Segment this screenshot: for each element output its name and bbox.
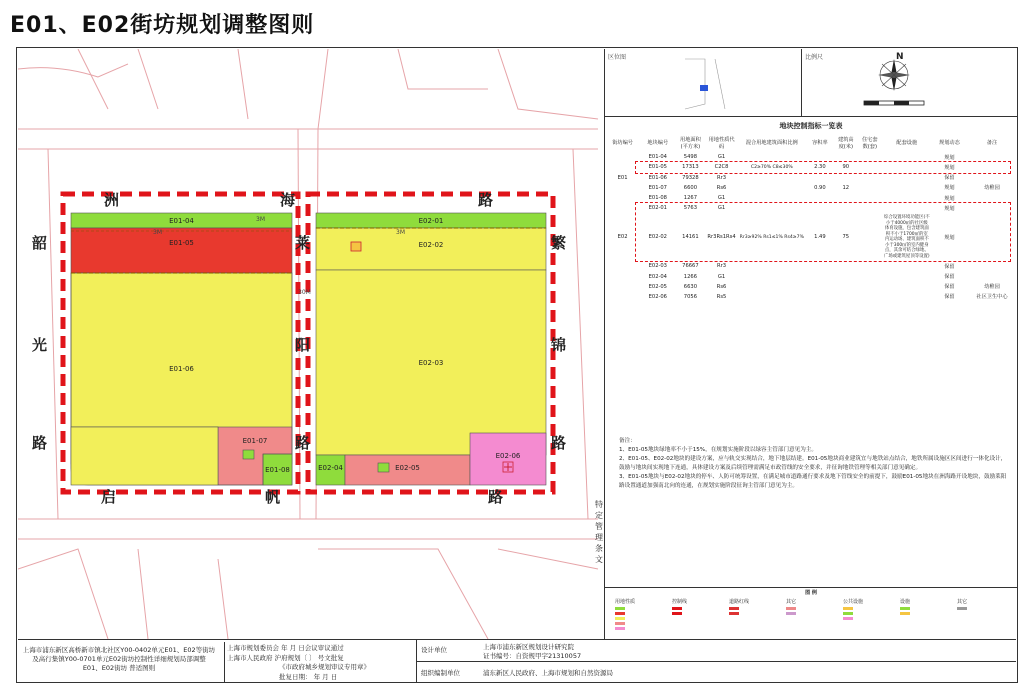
table-cell: E02-02 <box>648 234 667 241</box>
table-header: 容积率 <box>812 140 828 147</box>
scale-compass <box>802 49 1017 117</box>
table-cell <box>605 203 640 213</box>
table-cell <box>738 203 806 213</box>
table-header: 混合用地建筑面积比例 <box>745 140 798 147</box>
table-cell: 保留 <box>944 274 955 281</box>
table-title: 地块控制指标一览表 <box>779 122 843 130</box>
location-label: 区位图 <box>608 54 627 61</box>
road-label: 阳 <box>295 336 311 354</box>
block-label: E01-04 <box>169 216 194 225</box>
table-cell <box>967 193 1017 203</box>
location-map-svg <box>605 49 802 117</box>
table-cell <box>738 282 806 292</box>
table-cell <box>605 271 640 281</box>
table-cell: 7056 <box>683 293 697 300</box>
legend-swatch <box>615 607 625 610</box>
legend-group <box>786 598 841 615</box>
table-cell: E01-05 <box>648 164 667 171</box>
table-cell: E02-06 <box>648 293 667 300</box>
road-label: 帆 <box>265 488 281 506</box>
table-cell <box>858 271 882 281</box>
table-cell: G1 <box>717 154 726 161</box>
table-cell: 幼稚园 <box>984 185 1000 192</box>
north-label: N <box>896 52 904 62</box>
approval-line: 上海市人民政府 沪府规划〔 〕 号文批复 <box>227 653 344 662</box>
table-cell <box>806 282 834 292</box>
table-cell: E02-05 <box>648 283 667 290</box>
table-cell <box>806 152 834 162</box>
table-cell <box>834 292 858 302</box>
table-cell <box>738 183 806 193</box>
table-cell: G1 <box>717 205 726 212</box>
table-row <box>605 162 1017 172</box>
table-header: 备注 <box>986 140 998 147</box>
road-label: 繁 <box>551 234 567 252</box>
road-label: 启 <box>101 488 117 506</box>
design-org: 上海市浦东新区规划设计研究院 <box>483 643 574 651</box>
table-cell <box>882 152 932 162</box>
approval-line: 上海市规划委员会 年 月 日会议审议通过 <box>227 644 344 652</box>
legend-swatch <box>615 612 625 615</box>
legend-group <box>957 598 1012 610</box>
compass-icon <box>802 49 1017 117</box>
table-cell <box>882 173 932 183</box>
block-label: E02-02 <box>418 241 444 249</box>
legend-group-title: 其它 <box>957 599 968 605</box>
legend-group-title: 道路红线 <box>729 599 750 605</box>
table-cell <box>858 193 882 203</box>
table-header-row <box>605 135 1017 152</box>
table-cell: C2≥70% C8≤30% <box>750 164 793 170</box>
table-cell <box>806 261 834 271</box>
legend-swatch <box>900 612 910 615</box>
table-cell: Rr3≥92% Rs1≤1% Rs4≥7% <box>739 234 804 240</box>
legend-swatch <box>786 612 796 615</box>
table-cell <box>967 152 1017 162</box>
design-unit <box>416 640 1016 662</box>
table-cell <box>806 193 834 203</box>
table-header: 规划动态 <box>939 140 960 147</box>
road-label: 洲 <box>104 191 120 209</box>
table-cell <box>605 152 640 162</box>
table-cell: 0.90 <box>814 184 826 191</box>
table-cell: 规划 <box>944 185 955 192</box>
approval-line: 批复日期： 年 月 日 <box>279 672 338 681</box>
table-cell: 79328 <box>682 174 699 181</box>
table-cell <box>834 282 858 292</box>
road-label: 路 <box>478 191 494 209</box>
table-cell: C2C8 <box>714 164 729 171</box>
table-header: 用地面积(平方米) <box>680 136 701 150</box>
table-cell: 保留 <box>944 263 955 270</box>
table-cell: 规划 <box>944 154 955 161</box>
table-cell <box>834 173 858 183</box>
table-cell <box>834 271 858 281</box>
table-cell <box>858 173 882 183</box>
table-cell <box>967 173 1017 183</box>
table-cell <box>967 271 1017 281</box>
table-cell: 5498 <box>683 154 697 161</box>
legend-swatch <box>729 612 739 615</box>
page-title: E01、E02街坊规划调整图则 <box>10 13 315 38</box>
table-cell: 14161 <box>682 234 699 241</box>
legend-title: 图 例 <box>805 590 817 596</box>
road-label: 路 <box>488 488 504 506</box>
table-cell <box>806 292 834 302</box>
notes-title: 备注： <box>619 438 636 444</box>
org-unit <box>416 662 1016 682</box>
table-cell: 保留 <box>944 175 955 182</box>
table-cell <box>858 162 882 172</box>
legend-swatch <box>729 607 739 610</box>
legend-group <box>843 598 898 620</box>
table-header: 建筑高度(米) <box>837 136 854 150</box>
note-line: 1、E01-05地块绿地率不小于15%，在规划实施阶段以绿容主管部门意见为主。 <box>619 447 817 453</box>
org-name: 浦东新区人民政府、上海市规划和自然资源局 <box>483 669 613 677</box>
table-cell <box>605 162 640 172</box>
block-label: E02-01 <box>418 216 444 225</box>
legend-group-title: 用地性质 <box>615 599 636 605</box>
table-cell: E01 <box>617 174 628 181</box>
sheet-name: E01、E02街坊 普适图则 <box>82 664 156 672</box>
table-cell <box>858 213 882 261</box>
table-cell <box>967 213 1017 261</box>
table-cell: E01-08 <box>648 195 667 202</box>
legend-swatch <box>843 607 853 610</box>
table-cell <box>738 173 806 183</box>
table-cell <box>882 203 932 213</box>
table-cell: 6600 <box>683 184 697 191</box>
legend-group <box>900 598 955 615</box>
road-label: 海 <box>280 191 296 209</box>
block-label: E01-07 <box>242 437 268 445</box>
org-label: 组织编制单位 <box>421 669 460 677</box>
block-label: E01-06 <box>169 365 194 373</box>
table-cell: E02-01 <box>648 205 667 212</box>
table-cell <box>605 292 640 302</box>
table-cell <box>738 152 806 162</box>
table-cell <box>882 282 932 292</box>
table-cell <box>858 183 882 193</box>
table-cell <box>738 292 806 302</box>
table-cell: 5763 <box>683 205 697 212</box>
table-cell: Rs6 <box>716 283 727 290</box>
block-label: E01-05 <box>169 239 194 247</box>
block-label: E01-08 <box>265 466 290 474</box>
table-cell: 规划 <box>944 234 955 241</box>
legend-group <box>729 598 784 615</box>
table-cell: 保留 <box>944 284 955 291</box>
location-map <box>605 49 802 117</box>
legend-swatch <box>615 627 625 630</box>
table-cell <box>834 193 858 203</box>
table-cell: 6630 <box>683 283 697 290</box>
table-cell <box>806 203 834 213</box>
table-cell: Rs6 <box>716 184 727 191</box>
table-cell: E01-04 <box>648 154 667 161</box>
table-row <box>605 193 1017 203</box>
notes-section <box>605 437 1017 491</box>
table-cell <box>858 261 882 271</box>
legend <box>605 587 1017 639</box>
project-name: 上海市浦东新区高桥新市镇北社区Y00-0402单元E01、E02等街坊及高行集镇Y00-0701单元E02街坊控制性详细规划局部调整 <box>22 646 216 663</box>
table-row <box>605 261 1017 271</box>
table-cell <box>882 193 932 203</box>
note-line: 3、E01-05地块与E02-02地块的停车、人防可统筹设置，在满足城市道路通行要求及地下管线安全的前提下，鼓励E01-05地块在洲海路开设地块，鼓励莱阳路设置通道加强南北向的连通，在规划实施阶段征询主管部门意见为主。 <box>619 474 1007 489</box>
table-cell <box>882 271 932 281</box>
table-cell: 1267 <box>683 195 697 202</box>
table-cell: 2.30 <box>814 164 826 171</box>
table-cell <box>882 183 932 193</box>
table-cell: 12 <box>842 184 850 191</box>
table-row <box>605 271 1017 281</box>
table-cell: 规划 <box>944 164 955 171</box>
table-header: 配套设施 <box>896 140 918 147</box>
legend-swatch <box>843 617 853 620</box>
table-cell <box>967 162 1017 172</box>
design-label: 设计单位 <box>421 646 447 654</box>
approval-block <box>224 642 414 682</box>
table-cell: 幼稚园 <box>984 284 1000 291</box>
plan-map-svg <box>18 49 604 639</box>
table-cell <box>605 193 640 203</box>
setback-label: 3M <box>153 229 162 236</box>
table-header: 用地性质代码 <box>708 136 735 150</box>
scale-label: 比例尺 <box>805 54 824 61</box>
table-header: 住宅套数(套) <box>861 136 878 150</box>
setback-label: 30M <box>298 289 311 296</box>
table-cell <box>882 162 932 172</box>
table-cell: Rs5 <box>716 293 727 300</box>
table-row <box>605 213 1017 261</box>
legend-swatch <box>843 612 853 615</box>
legend-swatch <box>615 622 625 625</box>
table-cell: 90 <box>842 164 850 171</box>
legend-group-title: 控制线 <box>672 599 688 605</box>
legend-swatch <box>672 612 682 615</box>
legend-group-title: 设施 <box>900 599 911 605</box>
block-label: E02-06 <box>495 452 521 460</box>
table-cell: G1 <box>717 195 726 202</box>
table-cell: 75 <box>842 234 850 241</box>
table-cell <box>858 152 882 162</box>
legend-swatch <box>615 617 625 620</box>
table-cell <box>738 271 806 281</box>
table-cell <box>605 282 640 292</box>
table-cell: G1 <box>717 273 726 280</box>
legend-swatch <box>957 607 967 610</box>
table-cell: 76667 <box>682 263 699 270</box>
table-cell: 规划 <box>944 195 955 202</box>
legend-group-title: 公共设施 <box>843 599 864 605</box>
table-cell <box>858 282 882 292</box>
index-table-section <box>605 121 1017 302</box>
table-cell <box>806 271 834 281</box>
table-cell <box>605 183 640 193</box>
note-line: 2、E01-05、E02-02地块的建设方案，应与轨交实现结合，地下地层结建。E01-05地块商业建筑宜与地铁站点结合，地铁所属设施区区间进行一体化设计，鼓励与地块间实现地下连通，具体建设方案及后续管理需满足市政管线的安全要求，并征询地铁管理等相关部门意见确定。 <box>619 456 1007 471</box>
table-cell <box>882 261 932 271</box>
table-cell: 综合设置环境功能区(不小于4000㎡的社区级体育设施，包含建筑面积不小于1700㎡的室内运动场、建筑面积不小于300㎡的室内健身点，其余可结合绿地、广场或建筑屋顶等设置) <box>883 214 930 260</box>
road-label: 路 <box>32 434 48 452</box>
road-label: 韶 <box>32 234 48 252</box>
block-label: E02-04 <box>318 464 343 472</box>
block-label: E02-05 <box>395 464 420 472</box>
road-label: 路 <box>551 434 567 452</box>
table-cell: Rr3 <box>717 174 727 181</box>
table-cell <box>882 292 932 302</box>
title-block <box>18 639 1016 683</box>
legend-swatch <box>900 607 910 610</box>
road-label: 路 <box>295 434 311 452</box>
table-cell: 1.49 <box>814 234 826 241</box>
table-cell: 规划 <box>944 205 955 212</box>
table-row <box>605 183 1017 193</box>
road-label: 光 <box>32 336 48 354</box>
table-cell <box>806 173 834 183</box>
table-row <box>605 152 1017 162</box>
table-cell: Rr3Rs1Rs4 <box>707 234 736 241</box>
table-cell: 社区卫生中心 <box>976 294 1008 301</box>
info-panel <box>595 49 1016 639</box>
plan-map <box>18 49 604 639</box>
table-cell: Rr3 <box>717 263 727 270</box>
setback-label: 3M <box>396 229 405 236</box>
block-label: E02-03 <box>418 359 444 367</box>
table-cell: 1266 <box>683 273 697 280</box>
table-cell <box>858 292 882 302</box>
setback-label: 3M <box>256 216 265 223</box>
table-cell: E02 <box>617 234 628 241</box>
table-cell <box>967 261 1017 271</box>
table-cell <box>834 203 858 213</box>
index-table <box>605 135 1017 302</box>
legend-group-title: 其它 <box>786 599 797 605</box>
cert-number: 证书编号：自资规甲字21310057 <box>483 652 582 660</box>
table-cell: E01-07 <box>648 184 667 191</box>
table-cell <box>738 261 806 271</box>
road-label: 莱 <box>295 234 311 252</box>
table-cell <box>967 203 1017 213</box>
project-title <box>18 644 220 675</box>
road-label: 锦 <box>551 336 567 354</box>
table-row <box>605 292 1017 302</box>
table-cell <box>858 203 882 213</box>
legend-swatch <box>672 607 682 610</box>
table-row <box>605 282 1017 292</box>
table-cell: E02-04 <box>648 273 667 280</box>
table-cell: 保留 <box>944 294 955 301</box>
legend-group <box>672 598 727 615</box>
table-cell <box>834 152 858 162</box>
table-cell: E02-03 <box>648 263 667 270</box>
table-row <box>605 203 1017 213</box>
table-row <box>605 173 1017 183</box>
table-cell <box>834 261 858 271</box>
table-cell: 17313 <box>682 164 699 171</box>
legend-swatch <box>786 607 796 610</box>
table-header: 地块编号 <box>647 140 669 147</box>
legend-group <box>615 598 670 630</box>
table-cell <box>605 261 640 271</box>
approval-line: 《市政府城乡规划审议专用章》 <box>279 663 370 671</box>
table-cell <box>738 193 806 203</box>
vertical-label: 特定管理条文 <box>595 500 603 564</box>
table-header: 街坊编号 <box>612 140 633 147</box>
table-cell: E01-06 <box>648 174 667 181</box>
